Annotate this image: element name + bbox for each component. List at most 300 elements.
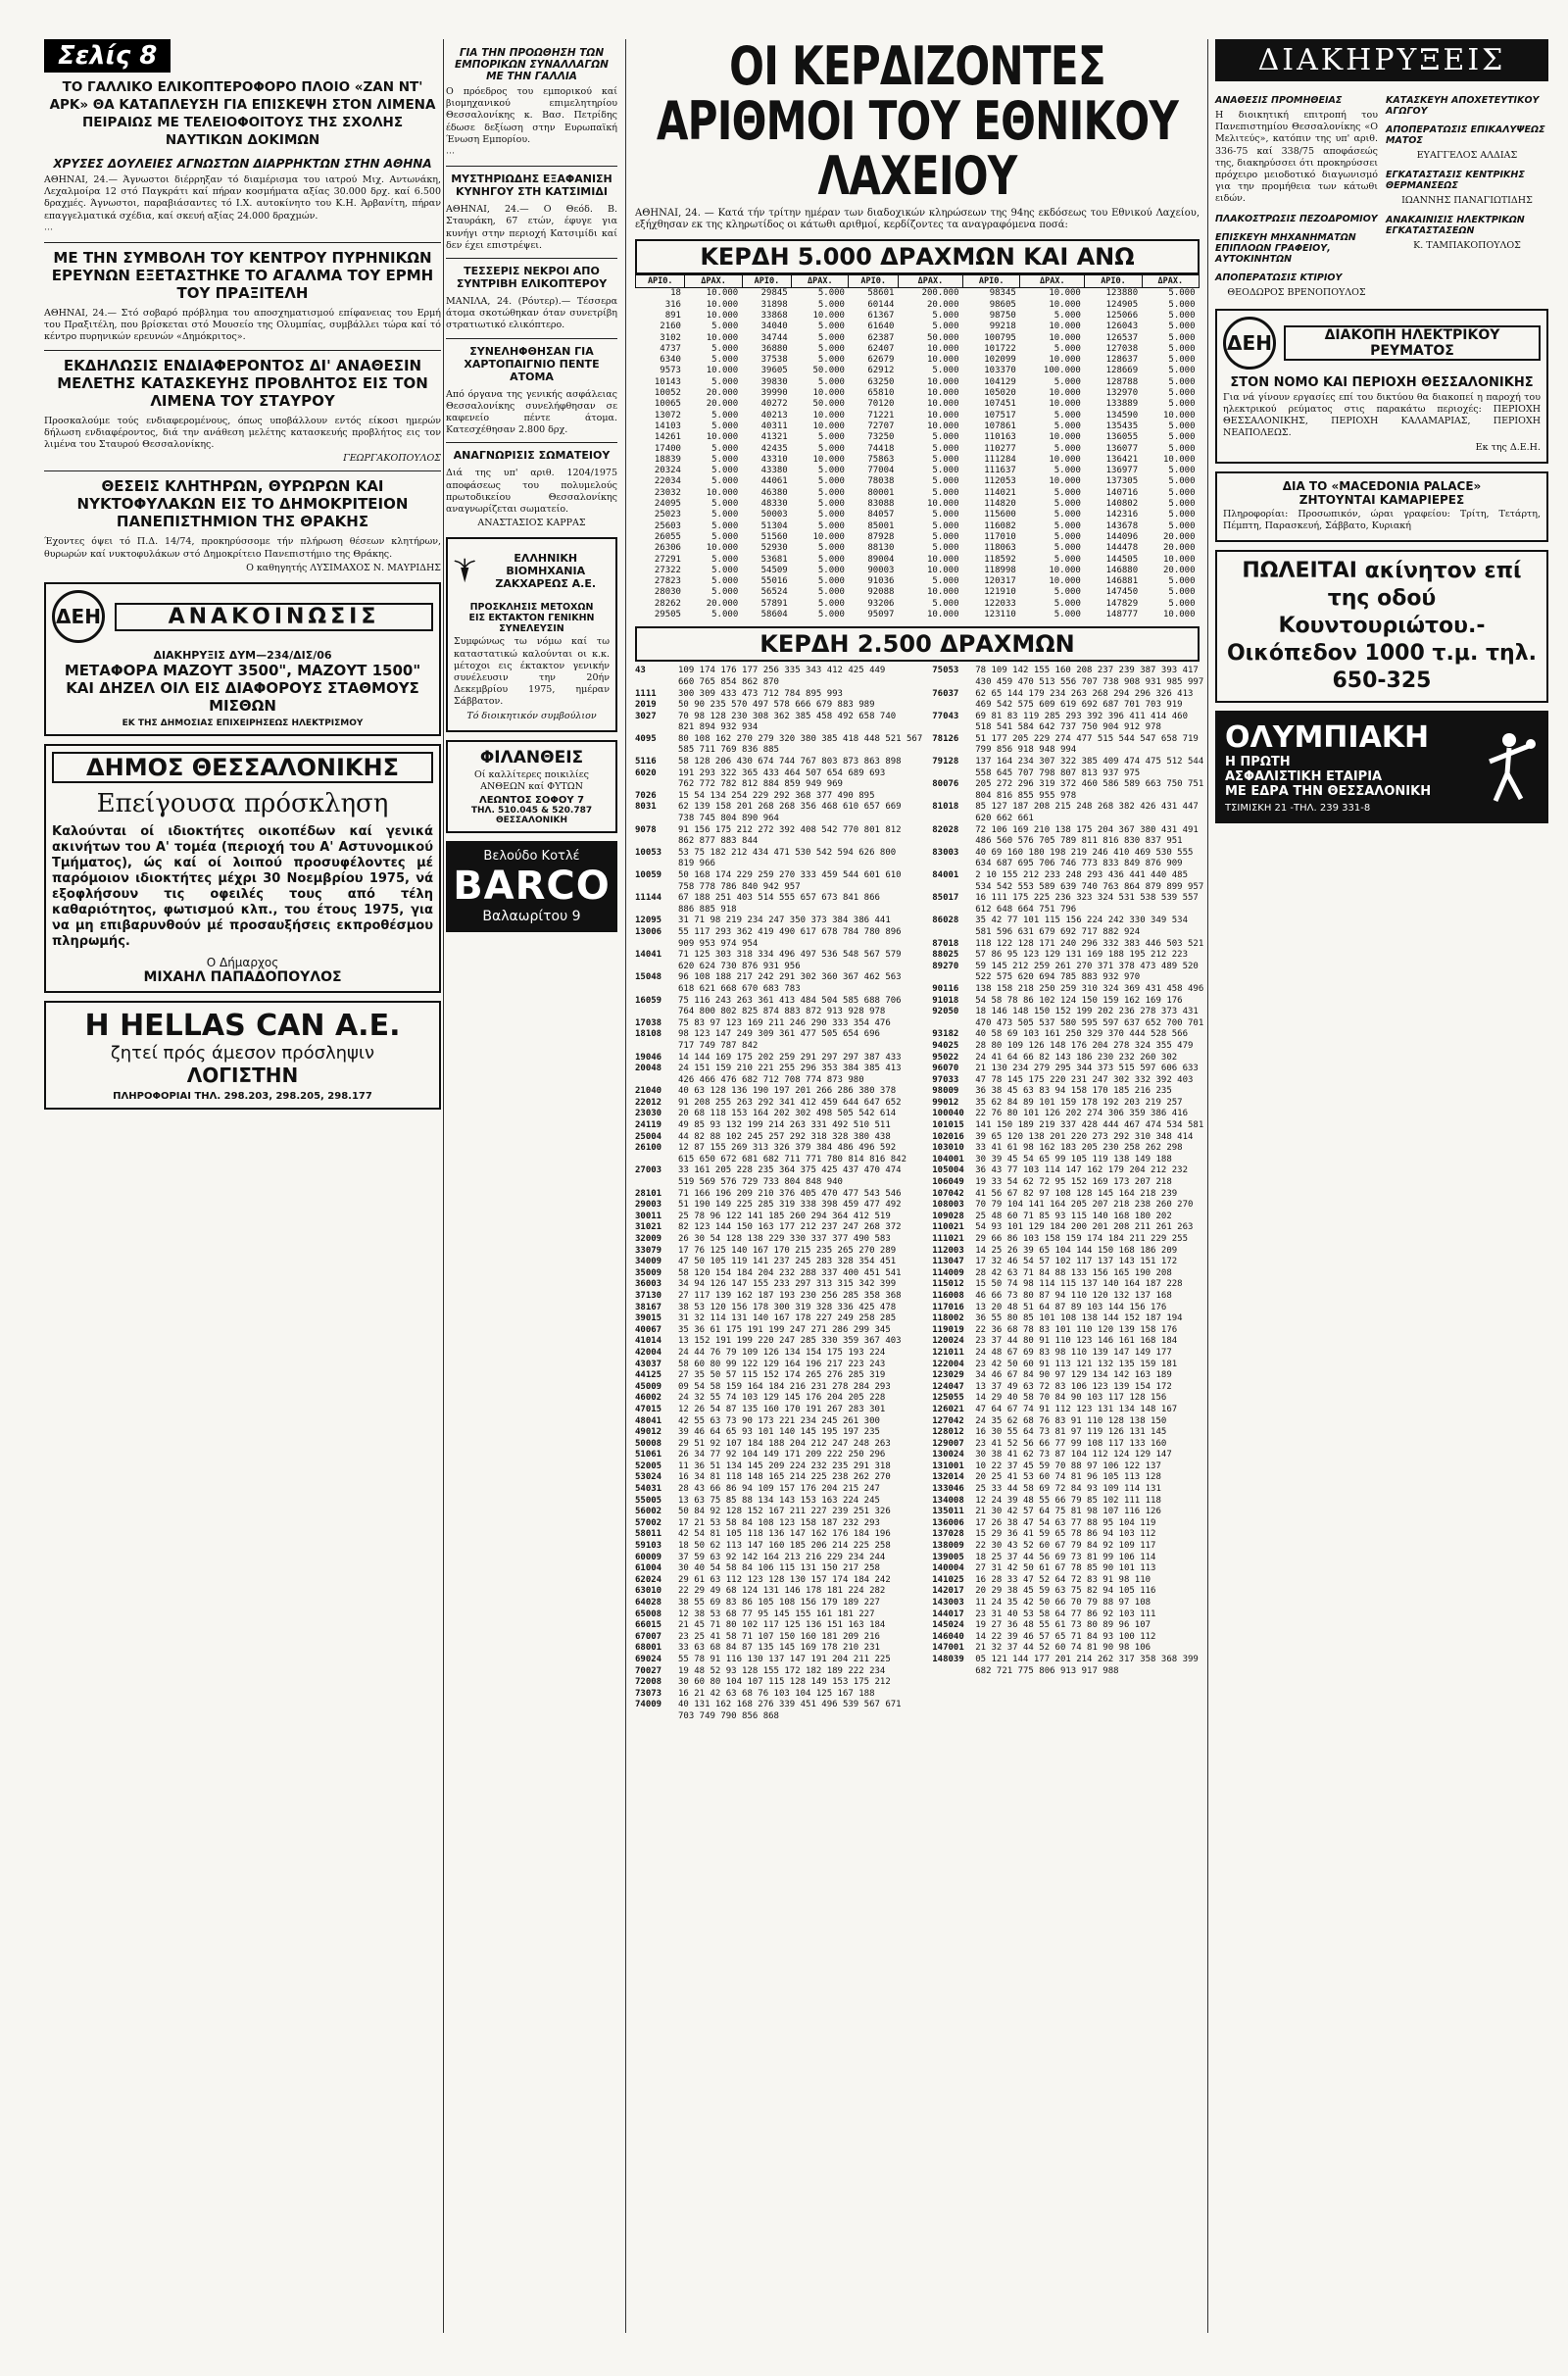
table-row <box>636 432 1200 443</box>
series-number: 75053 <box>932 666 959 676</box>
series-number: 94025 <box>932 1040 959 1051</box>
series-number: 55005 <box>635 1495 662 1506</box>
table-row <box>636 587 1200 598</box>
ticket-number: 55016 <box>760 576 788 587</box>
ticket-endings: 53 75 182 212 434 471 530 542 594 626 800 <box>678 847 897 858</box>
ticket-endings: 16 34 81 118 148 165 214 225 238 262 270 <box>678 1472 891 1483</box>
ticket-endings: 46 66 73 80 87 94 110 120 132 137 168 <box>975 1290 1172 1301</box>
series-number: 133046 <box>932 1484 964 1495</box>
prize-amount: 10.000 <box>1049 454 1081 465</box>
list-item <box>635 1165 922 1177</box>
list-item <box>932 1029 1203 1041</box>
ticket-endings: 96 108 188 217 242 291 302 360 367 462 563 <box>678 972 902 983</box>
series-number: 38167 <box>635 1302 662 1312</box>
olympiaki-address: ΤΣΙΜΙΣΚΗ 21 -ΤΗΛ. 239 331-8 <box>1225 803 1371 815</box>
ticket-number: 107451 <box>984 399 1016 410</box>
ticket-endings: 17 26 38 47 54 63 77 88 95 104 119 <box>975 1517 1156 1528</box>
ticket-endings: 15 54 134 254 229 292 368 377 490 895 <box>678 790 875 801</box>
ticket-endings: 14 25 26 39 65 104 144 150 168 186 209 <box>975 1245 1178 1256</box>
list-item <box>635 1689 922 1701</box>
ticket-number: 111637 <box>984 466 1016 476</box>
article-filler: ··· <box>446 148 456 160</box>
ticket-number: 73250 <box>867 432 895 443</box>
list-item <box>635 1155 922 1166</box>
ticket-number: 33868 <box>760 311 788 321</box>
ticket-endings: 2 10 155 212 233 248 293 436 441 440 485 <box>975 870 1188 880</box>
list-item <box>635 1598 922 1609</box>
table-row <box>636 610 1200 620</box>
ticket-endings: 18 25 37 44 56 69 73 81 99 106 114 <box>975 1552 1156 1562</box>
ticket-number: 120317 <box>984 576 1016 587</box>
article-filler: ··· <box>44 223 54 235</box>
ticket-number: 39990 <box>760 388 788 399</box>
power-sign: Εκ της Δ.Ε.Η. <box>1475 441 1541 453</box>
tender-paving: ΠΛΑΚΟΣΤΡΩΣΙΣ ΠΕΖΟΔΡΟΜΙΟΥ <box>1215 213 1378 224</box>
series-number: 146040 <box>932 1631 964 1642</box>
list-item <box>932 1472 1203 1484</box>
ticket-endings: 15 29 36 41 59 65 78 86 94 103 112 <box>975 1529 1156 1540</box>
series-number <box>635 1007 678 1018</box>
list-item <box>932 1541 1203 1553</box>
ticket-endings: 470 473 505 537 580 595 597 637 652 700 701 <box>975 1017 1204 1028</box>
list-item <box>932 893 1203 905</box>
series-number: 140004 <box>932 1563 964 1574</box>
prize-amount: 5.000 <box>1168 576 1196 587</box>
ticket-number: 42435 <box>760 443 788 454</box>
series-number: 72008 <box>635 1677 662 1688</box>
series-number <box>635 1711 678 1723</box>
prize-amount: 10.000 <box>1162 610 1196 620</box>
macedonia-info: Πληροφορίαι: Προσωπικόν, ώραι γραφείου: Τρίτη, Τετάρτη, Πέμπτη, Παρασκευή, Σάββατο, Κυριακή <box>1223 508 1541 532</box>
list-item <box>635 1711 922 1723</box>
list-item <box>932 802 1203 814</box>
prize-amount: 50.000 <box>812 366 845 376</box>
table-row <box>636 599 1200 610</box>
sugar-text: Συμφώνως τω νόμω καί τω καταστατικώ καλούνται οι κ.κ. μέτοχοι εις έκτακτον γενικήν συνέλευσιν την 20ήν Δεκεμβρίου 1975, ημέραν Σάββατον. <box>454 636 610 708</box>
prize-amount: 10.000 <box>706 487 739 498</box>
hellas-line2: ΛΟΓΙΣΤΗΝ <box>186 1064 299 1088</box>
ticket-endings: 33 41 61 98 162 183 205 230 258 262 298 <box>975 1143 1183 1154</box>
ticket-number: 83088 <box>867 499 895 510</box>
list-item <box>932 1189 1203 1201</box>
ticket-endings: 35 36 61 175 191 199 247 271 286 299 345 <box>678 1324 891 1335</box>
ticket-endings: 38 55 69 83 86 105 108 156 179 189 227 <box>678 1598 880 1608</box>
prize-amount: 5.000 <box>711 554 739 565</box>
list-item <box>635 1609 922 1621</box>
list-item <box>635 734 922 746</box>
ticket-endings: 36 55 80 85 101 108 138 144 152 187 194 <box>975 1313 1183 1324</box>
prize-amount: 5.000 <box>932 432 959 443</box>
list-item <box>932 916 1203 927</box>
ticket-endings: 41 56 67 82 97 108 128 145 164 218 239 <box>975 1188 1178 1199</box>
series-number <box>635 722 678 734</box>
list-item <box>635 1405 922 1416</box>
ticket-endings: 70 98 128 230 308 362 385 458 492 658 740 <box>678 711 897 721</box>
ticket-endings: 821 894 932 934 <box>678 722 759 733</box>
barco-ad <box>446 841 617 932</box>
ticket-endings: 634 687 695 706 746 773 833 849 876 909 <box>975 859 1183 869</box>
ticket-endings: 13 63 75 85 88 134 143 153 163 224 245 <box>678 1495 880 1506</box>
dimos-text: Καλούνται οί ιδιοκτήτες οικοπέδων καί γενικά ακινήτων του Α' τομέα (περιοχή του Α' Αστυνομικού Τμήματος), ώς καί οί λοιπού προσυφέλοντες μέ παρόμοιον ιδιοκτήτες μέχρι 30 Νοεμβρίου 1975, νά εξοφλήσουν τις οφειλές τους από τέλη καθαριότητος, φωτισμού κλπ., του έτους 1975, για να μη επιβαρυνθούν μέ προσαυξήσεις εκπροθέσμου πληρωμής. <box>52 824 433 950</box>
ticket-number: 132970 <box>1105 388 1139 399</box>
ticket-number: 43380 <box>760 466 788 476</box>
series-number: 129007 <box>932 1438 964 1449</box>
series-number: 93182 <box>932 1029 959 1040</box>
prize-amount: 10.000 <box>1162 454 1196 465</box>
ticket-endings: 58 60 80 99 122 129 164 196 217 223 243 <box>678 1359 886 1369</box>
ticket-number: 34744 <box>760 332 788 343</box>
ticket-number: 118592 <box>984 554 1016 565</box>
prize-amount: 5.000 <box>932 476 959 487</box>
list-item <box>635 825 922 837</box>
ticket-number: 121910 <box>984 587 1016 598</box>
ticket-endings: 26 34 77 92 104 149 171 209 222 250 296 <box>678 1450 886 1460</box>
series-number: 28101 <box>635 1188 662 1199</box>
series-number: 4095 <box>635 733 657 744</box>
series-number: 118002 <box>932 1313 964 1324</box>
list-item <box>932 745 1203 757</box>
ticket-number: 9573 <box>660 366 681 376</box>
list-item <box>932 1018 1203 1030</box>
ticket-number: 37538 <box>760 355 788 366</box>
ticket-number: 39830 <box>760 376 788 387</box>
ticket-endings: 21 32 37 44 52 60 74 81 90 98 106 <box>975 1643 1152 1654</box>
list-item <box>932 1666 1203 1678</box>
ticket-endings: 19 33 54 62 72 95 152 169 173 207 218 <box>975 1177 1172 1188</box>
series-number <box>635 814 678 825</box>
discus-thrower-icon <box>1480 728 1539 807</box>
prize-amount: 5.000 <box>1168 421 1196 431</box>
list-item <box>635 1360 922 1371</box>
series-number <box>932 1666 975 1678</box>
ticket-endings: 91 156 175 212 272 392 408 542 770 801 812 <box>678 824 902 835</box>
ticket-endings: 581 596 631 679 692 717 882 924 <box>975 926 1141 937</box>
ticket-number: 136077 <box>1105 443 1139 454</box>
ticket-endings: 20 25 41 53 60 74 81 96 105 113 128 <box>975 1472 1161 1483</box>
ticket-endings: 98 123 147 249 309 361 477 505 654 696 <box>678 1029 880 1040</box>
prize-amount: 5.000 <box>817 610 845 620</box>
ticket-number: 54509 <box>760 565 788 575</box>
series-number: 136006 <box>932 1517 964 1528</box>
ticket-endings: 717 749 787 842 <box>678 1040 759 1051</box>
series-number: 21040 <box>635 1086 662 1097</box>
series-number: 11144 <box>635 893 662 904</box>
macedonia-title: ΔΙΑ ΤΟ «MACEDONIA PALACE» <box>1282 478 1482 493</box>
ticket-endings: 862 877 883 844 <box>678 836 759 847</box>
tender-electrical: ΑΝΑΚΑΙΝΙΣΙΣ ΗΛΕΚΤΡΙΚΩΝ ΕΓΚΑΤΑΣΤΑΣΕΩΝ <box>1386 215 1525 237</box>
table-row <box>636 444 1200 455</box>
prize-amount: 10.000 <box>1162 410 1196 421</box>
list-item <box>932 1360 1203 1371</box>
prize-amount: 5.000 <box>932 520 959 531</box>
ticket-endings: 24 48 67 69 83 98 110 139 147 149 177 <box>975 1347 1172 1358</box>
prize-amount: 5.000 <box>1054 376 1081 387</box>
list-item <box>932 1620 1203 1632</box>
ticket-endings: 62 65 144 179 234 263 268 294 296 326 413 <box>975 688 1194 699</box>
list-item <box>932 1427 1203 1439</box>
list-item <box>932 1393 1203 1405</box>
ticket-endings: 58 128 206 430 674 744 767 803 873 863 898 <box>678 757 902 767</box>
winners-5000-table <box>635 274 1200 620</box>
ticket-number: 40272 <box>760 399 788 410</box>
ticket-endings: 205 272 296 319 372 460 586 589 663 750 751 <box>975 779 1204 790</box>
prize-amount: 5.000 <box>711 510 739 520</box>
ticket-endings: 12 38 53 68 77 95 145 155 161 181 227 <box>678 1609 875 1619</box>
series-number <box>635 677 678 689</box>
sugar-sub2: ΕΙΣ ΕΚΤΑΚΤΟΝ ΓΕΝΙΚΗΝ ΣΥΝΕΛΕΥΣΙΝ <box>468 613 595 635</box>
series-number: 12095 <box>635 916 662 926</box>
ticket-number: 98345 <box>989 288 1016 299</box>
list-item <box>635 1257 922 1268</box>
list-item <box>932 1518 1203 1530</box>
series-number: 35009 <box>635 1267 662 1278</box>
ticket-number: 123880 <box>1105 288 1139 299</box>
prize-amount: 20.000 <box>1162 565 1196 575</box>
ticket-number: 71221 <box>867 410 895 421</box>
ticket-endings: 54 93 101 129 184 200 201 208 211 261 263 <box>975 1222 1194 1233</box>
list-item <box>635 768 922 780</box>
series-number: 36003 <box>635 1279 662 1290</box>
prize-amount: 5.000 <box>1054 554 1081 565</box>
series-number: 16059 <box>635 995 662 1006</box>
prize-amount: 5.000 <box>817 499 845 510</box>
table-row <box>636 510 1200 520</box>
ticket-number: 87928 <box>867 531 895 542</box>
prize-amount: 10.000 <box>706 299 739 310</box>
prize-amount: 5.000 <box>1054 443 1081 454</box>
prize-amount: 5.000 <box>1168 487 1196 498</box>
ticket-endings: 804 816 855 955 978 <box>975 790 1077 801</box>
prize-amount: 50.000 <box>927 332 959 343</box>
series-number: 132014 <box>932 1472 964 1483</box>
prize-amount: 5.000 <box>932 598 959 609</box>
dimos-title: ΔΗΜΟΣ ΘΕΣΣΑΛΟΝΙΚΗΣ <box>52 752 433 783</box>
ticket-endings: 47 78 145 175 220 231 247 302 332 392 403 <box>975 1074 1194 1085</box>
ticket-endings: 109 174 176 177 256 335 343 412 425 449 <box>678 666 886 676</box>
col-header-number: ΑΡΙΘ. <box>963 275 1020 288</box>
ticket-number: 27322 <box>654 565 681 575</box>
list-item <box>932 1098 1203 1110</box>
prize-amount: 5.000 <box>817 288 845 299</box>
article-burglars: ΑΘΗΝΑΙ, 24.— Άγνωστοι διέρρηξαν τό διαμέρισμα του ιατρού Μιχ. Αντωνάκη, Λεχαλμοίρα 12 στό Παγκράτι καί πήραν κοσμήματα αξίας 30.000 δρχ. καί 6.500 δραχμές. Άγνωστοι, παραβιάσαντες τό Ι.Χ. αυτοκίνητο του Κ.Η. Άρβανίτη, πήραν επαγγελματικά σχέδια, καί σκευή αξίας 24.000 δραχμών. <box>44 174 441 222</box>
series-number <box>635 882 678 894</box>
prize-amount: 10.000 <box>927 610 959 620</box>
ticket-number: 136421 <box>1105 454 1139 465</box>
ticket-number: 147450 <box>1105 587 1139 598</box>
prize-amount: 20.000 <box>1162 543 1196 554</box>
list-item <box>932 768 1203 780</box>
prize-amount: 5.000 <box>817 466 845 476</box>
series-number: 108003 <box>932 1200 964 1211</box>
series-number: 58011 <box>635 1529 662 1540</box>
page-banner: Σελίς 8 <box>44 39 171 73</box>
series-number: 99012 <box>932 1097 959 1108</box>
prize-amount: 10.000 <box>812 531 845 542</box>
list-item <box>932 1200 1203 1212</box>
list-item <box>635 1586 922 1598</box>
ticket-number: 17400 <box>654 443 681 454</box>
sugar-sign: Τό διοικητικόν συμβούλιον <box>466 710 597 721</box>
series-number <box>635 1041 678 1053</box>
prize-amount: 5.000 <box>932 322 959 332</box>
ticket-endings: 09 54 58 159 164 184 216 231 278 284 293 <box>678 1381 891 1392</box>
prize-amount: 5.000 <box>1168 332 1196 343</box>
series-number <box>635 836 678 848</box>
series-number: 7026 <box>635 790 657 801</box>
prize-amount: 5.000 <box>1054 520 1081 531</box>
ticket-endings: 660 765 854 862 870 <box>678 676 779 687</box>
list-item <box>932 689 1203 701</box>
series-number: 76037 <box>932 688 959 699</box>
series-number: 97033 <box>932 1074 959 1085</box>
prize-amount: 10.000 <box>1049 388 1081 399</box>
prize-amount: 5.000 <box>711 343 739 354</box>
table-row <box>636 455 1200 466</box>
list-item <box>635 802 922 814</box>
ticket-endings: 71 125 303 318 334 496 497 536 548 567 579 <box>678 950 902 961</box>
ticket-number: 61640 <box>867 322 895 332</box>
series-number <box>635 939 678 951</box>
header-5000: ΚΕΡΔΗ 5.000 ΔΡΑΧΜΩΝ ΚΑΙ ΑΝΩ <box>635 239 1200 274</box>
column-4 <box>1215 39 1548 823</box>
ticket-endings: 886 885 918 <box>678 904 737 915</box>
headline-university-jobs: ΘΕΣΕΙΣ ΚΛΗΤΗΡΩΝ, ΘΥΡΩΡΩΝ ΚΑΙ ΝΥΚΤΟΦΥΛΑΚΩΝ ΕΙΣ ΤΟ ΔΗΜΟΚΡΙΤΕΙΟΝ ΠΑΝΕΠΙΣΤΗΜΙΟΝ ΤΗΣ ΘΡΑΚΗΣ <box>76 477 409 531</box>
macedonia-sub: ΖΗΤΟΥΝΤΑΙ ΚΑΜΑΡΙΕΡΕΣ <box>1298 492 1465 507</box>
list-item <box>932 1563 1203 1575</box>
article-university-jobs: Έχοντες όψει τό Π.Δ. 14/74, προκηρύσσομε τήν πλήρωση θέσεων κλητήρων, θυρωρών καί νυκτοφυλάκων στό Δημοκρίτειο Πανεπιστήμιο της Θράκης. <box>44 536 441 560</box>
list-item <box>635 870 922 882</box>
ticket-number: 100795 <box>984 332 1016 343</box>
series-number: 116008 <box>932 1290 964 1301</box>
prize-amount: 10.000 <box>927 554 959 565</box>
dei-logo-icon: ΔΕΗ <box>1223 317 1276 370</box>
prize-amount: 5.000 <box>1054 610 1081 620</box>
prize-amount: 5.000 <box>1054 587 1081 598</box>
prize-amount: 5.000 <box>817 576 845 587</box>
list-item <box>635 1268 922 1280</box>
prize-amount: 10.000 <box>1049 355 1081 366</box>
prize-amount: 5.000 <box>1054 410 1081 421</box>
prize-amount: 5.000 <box>1168 432 1196 443</box>
olympiaki-ad <box>1215 711 1548 823</box>
ticket-endings: 54 58 78 86 102 124 150 159 162 169 176 <box>975 995 1183 1006</box>
list-item <box>635 1313 922 1325</box>
ticket-number: 146881 <box>1105 576 1139 587</box>
prize-amount: 10.000 <box>1049 299 1081 310</box>
prize-amount: 5.000 <box>817 565 845 575</box>
column-1 <box>44 39 441 1117</box>
ticket-endings: 55 117 293 362 419 490 617 678 784 780 896 <box>678 926 902 937</box>
ticket-endings: 33 161 205 228 235 364 375 425 437 470 474 <box>678 1165 902 1176</box>
series-number: 134008 <box>932 1495 964 1506</box>
prize-amount: 10.000 <box>1049 288 1081 299</box>
prize-amount: 5.000 <box>711 610 739 620</box>
table-row <box>636 411 1200 421</box>
list-item <box>932 1439 1203 1451</box>
ticket-number: 111284 <box>984 454 1016 465</box>
tender-covering-sign: ΕΥΑΓΓΕΛΟΣ ΑΛΔΙΑΣ <box>1416 150 1518 161</box>
ticket-number: 91036 <box>867 576 895 587</box>
list-item <box>635 722 922 734</box>
ticket-number: 2160 <box>660 322 681 332</box>
list-item <box>635 1655 922 1666</box>
sugar-company-ad <box>446 537 617 731</box>
ticket-number: 62387 <box>867 332 895 343</box>
series-number: 27003 <box>635 1165 662 1176</box>
list-item <box>635 1007 922 1018</box>
ticket-number: 128637 <box>1105 355 1139 366</box>
list-item <box>932 950 1203 962</box>
olympiaki-title: ΟΛΥΜΠΙΑΚΗ <box>1225 720 1430 756</box>
list-item <box>635 927 922 939</box>
prize-amount: 5.000 <box>932 443 959 454</box>
series-number: 89270 <box>932 961 959 971</box>
list-item <box>932 1291 1203 1303</box>
power-text: Για νά γίνουν εργασίες επί του δικτύου θα διακοπεί η παροχή του ηλεκτρικού ρεύματος στις παρακάτω περιοχές: ΠΕΡΙΟΧΗ ΘΕΣΣΑΛΟΝΙΚΗΣ, ΠΕΡΙΟΧΗ ΚΑΛΑΜΑΡΙΑΣ, ΠΕΡΙΟΧΗ ΝΕΑΠΟΛΕΩΣ. <box>1223 391 1541 439</box>
prize-amount: 5.000 <box>1168 322 1196 332</box>
prize-amount: 5.000 <box>817 332 845 343</box>
prize-amount: 5.000 <box>932 487 959 498</box>
series-number: 64028 <box>635 1598 662 1608</box>
series-number: 30011 <box>635 1211 662 1221</box>
series-number: 105004 <box>932 1165 964 1176</box>
table-row <box>636 288 1200 300</box>
prize-amount: 5.000 <box>1054 343 1081 354</box>
ticket-number: 62912 <box>867 366 895 376</box>
headline-france-trade: ΓΙΑ ΤΗΝ ΠΡΟΩΘΗΣΗ ΤΩΝ ΕΜΠΟΡΙΚΩΝ ΣΥΝΑΛΛΑΓΩΝ ΜΕ ΤΗΝ ΓΑΛΛΙΑ <box>455 47 609 82</box>
series-number <box>932 927 975 939</box>
ticket-endings: 18 146 148 150 152 199 202 236 278 373 431 <box>975 1007 1199 1017</box>
series-number: 113047 <box>932 1257 964 1267</box>
ticket-endings: 19 48 52 93 128 155 172 182 189 222 234 <box>678 1665 886 1676</box>
table-row <box>636 543 1200 554</box>
series-number: 138009 <box>932 1541 964 1552</box>
ticket-number: 128669 <box>1105 366 1139 376</box>
announcement-title: ΑΝΑΚΟΙΝΩΣΙΣ <box>115 603 433 631</box>
list-item <box>635 996 922 1008</box>
tender-repairs: ΕΠΙΣΚΕΥΗ ΜΗΧΑΝΗΜΑΤΩΝ ΕΠΙΠΛΟΩΝ ΓΡΑΦΕΙΟΥ, ΑΥΤΟΚΙΝΗΤΩΝ <box>1215 231 1356 265</box>
ticket-number: 92088 <box>867 587 895 598</box>
prize-amount: 10.000 <box>1049 432 1081 443</box>
ticket-endings: 23 25 41 58 71 107 150 160 181 209 216 <box>678 1631 880 1642</box>
list-item <box>932 1234 1203 1246</box>
list-item <box>635 984 922 996</box>
series-number: 46002 <box>635 1393 662 1404</box>
headline-helicopter: ΤΕΣΣΕΡΙΣ ΝΕΚΡΟΙ ΑΠΟ ΣΥΝΤΡΙΒΗ ΕΛΙΚΟΠΤΕΡΟΥ <box>456 265 608 291</box>
ticket-endings: 30 40 54 58 84 106 115 131 150 217 258 <box>678 1563 880 1574</box>
list-item <box>635 1563 922 1575</box>
tender-sewer: ΚΑΤΑΣΚΕΥΗ ΑΠΟΧΕΤΕΥΤΙΚΟΥ ΑΓΩΓΟΥ <box>1386 95 1540 117</box>
prize-amount: 10.000 <box>706 332 739 343</box>
ticket-number: 85001 <box>867 520 895 531</box>
list-item <box>635 1291 922 1303</box>
series-number: 37130 <box>635 1290 662 1301</box>
series-number <box>932 859 975 870</box>
list-item <box>932 870 1203 882</box>
list-item <box>635 1132 922 1144</box>
ticket-number: 61367 <box>867 311 895 321</box>
series-number: 106049 <box>932 1177 964 1188</box>
series-number <box>635 984 678 996</box>
ticket-endings: 69 81 83 119 285 293 392 396 411 414 460 <box>975 711 1188 721</box>
list-item <box>932 1598 1203 1609</box>
list-item <box>635 1416 922 1428</box>
prize-amount: 5.000 <box>817 487 845 498</box>
headline-association: ΑΝΑΓΝΩΡΙΣΙΣ ΣΩΜΑΤΕΙΟΥ <box>453 449 611 463</box>
prize-amount: 5.000 <box>817 587 845 598</box>
list-item <box>635 1303 922 1314</box>
ticket-endings: 12 24 39 48 55 66 79 85 102 111 118 <box>975 1495 1161 1506</box>
